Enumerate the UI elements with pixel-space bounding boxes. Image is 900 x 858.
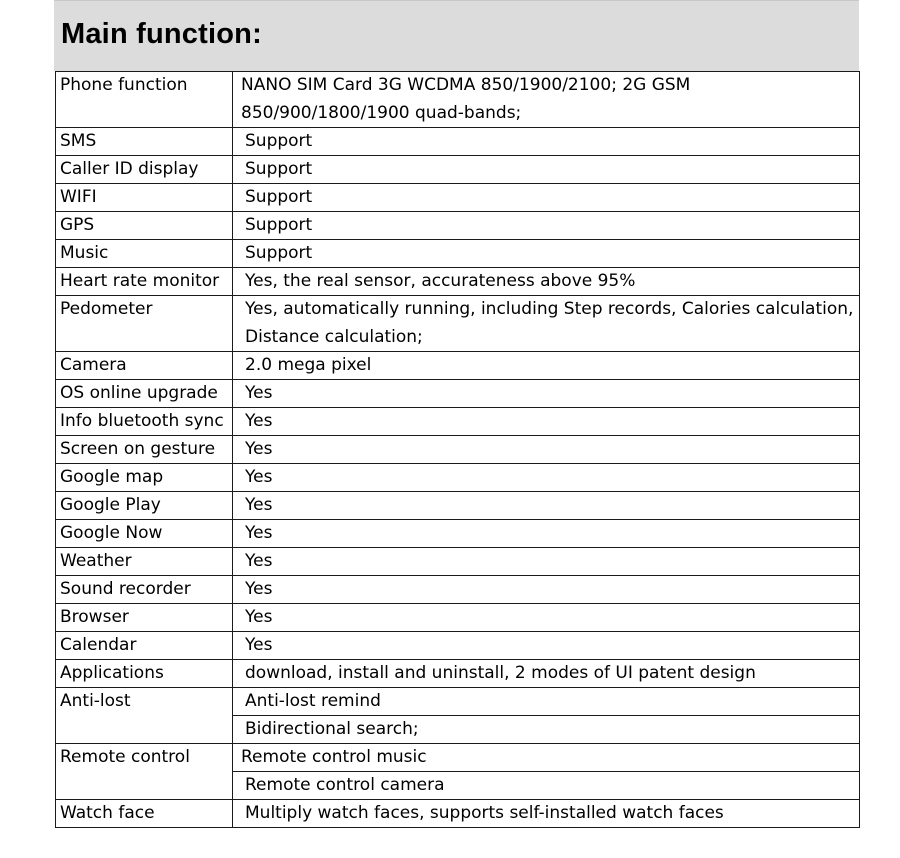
- feature-value: NANO SIM Card 3G WCDMA 850/1900/2100; 2G GSM 850/900/1800/1900 quad-bands;: [233, 72, 860, 128]
- section-title: Main function:: [61, 18, 262, 50]
- feature-label: Weather: [56, 548, 233, 576]
- feature-value: Support: [233, 128, 860, 156]
- table-row: [56, 464, 860, 492]
- feature-label: WIFI: [56, 184, 233, 212]
- feature-value: 2.0 mega pixel: [233, 352, 860, 380]
- feature-value: Yes, the real sensor, accurateness above 95%: [233, 268, 860, 296]
- table-row: [56, 800, 860, 828]
- feature-value: Yes: [233, 520, 860, 548]
- feature-value: Yes: [233, 380, 860, 408]
- table-row: [56, 632, 860, 660]
- table-row: [56, 408, 860, 436]
- feature-value: Remote control music: [233, 744, 860, 772]
- feature-label: Google map: [56, 464, 233, 492]
- feature-value: Support: [233, 240, 860, 268]
- feature-value: Support: [233, 184, 860, 212]
- table-row: [56, 492, 860, 520]
- table-row: [56, 688, 860, 716]
- feature-label: Screen on gesture: [56, 436, 233, 464]
- spec-table: [55, 71, 860, 828]
- table-row: [56, 184, 860, 212]
- feature-label: GPS: [56, 212, 233, 240]
- feature-label: Google Play: [56, 492, 233, 520]
- table-row: [56, 268, 860, 296]
- feature-value: Yes: [233, 436, 860, 464]
- feature-value: Yes: [233, 492, 860, 520]
- feature-label: Heart rate monitor: [56, 268, 233, 296]
- feature-label: Info bluetooth sync: [56, 408, 233, 436]
- table-row: [56, 660, 860, 688]
- feature-value: Yes: [233, 464, 860, 492]
- feature-value: Multiply watch faces, supports self-installed watch faces: [233, 800, 860, 828]
- feature-label: Pedometer: [56, 296, 233, 352]
- feature-label: Camera: [56, 352, 233, 380]
- table-row: [56, 128, 860, 156]
- feature-label: OS online upgrade: [56, 380, 233, 408]
- table-row: [56, 72, 860, 128]
- feature-label: Watch face: [56, 800, 233, 828]
- feature-label: Applications: [56, 660, 233, 688]
- table-row: [56, 156, 860, 184]
- feature-label: Music: [56, 240, 233, 268]
- feature-value: Remote control camera: [233, 772, 860, 800]
- table-row: [56, 520, 860, 548]
- feature-label: Browser: [56, 604, 233, 632]
- table-row: [56, 436, 860, 464]
- feature-label: Sound recorder: [56, 576, 233, 604]
- table-row: [56, 352, 860, 380]
- feature-value: Yes: [233, 576, 860, 604]
- table-row: [56, 380, 860, 408]
- feature-label: Caller ID display: [56, 156, 233, 184]
- table-row: [56, 548, 860, 576]
- feature-label: Phone function: [56, 72, 233, 128]
- table-row: [56, 212, 860, 240]
- feature-value: Yes, automatically running, including Step records, Calories calculation, Distance calculation;: [233, 296, 860, 352]
- feature-label: Anti-lost: [56, 688, 233, 744]
- feature-value: Support: [233, 156, 860, 184]
- feature-label: SMS: [56, 128, 233, 156]
- feature-value: download, install and uninstall, 2 modes of UI patent design: [233, 660, 860, 688]
- feature-value: Yes: [233, 548, 860, 576]
- feature-label: Google Now: [56, 520, 233, 548]
- table-row: [56, 604, 860, 632]
- feature-value: Yes: [233, 632, 860, 660]
- feature-label: Remote control: [56, 744, 233, 800]
- table-row: [56, 576, 860, 604]
- feature-value: Bidirectional search;: [233, 716, 860, 744]
- feature-value: Support: [233, 212, 860, 240]
- table-row: [56, 296, 860, 352]
- feature-value: Anti-lost remind: [233, 688, 860, 716]
- table-row: [56, 744, 860, 772]
- feature-label: Calendar: [56, 632, 233, 660]
- table-row: [56, 240, 860, 268]
- feature-value: Yes: [233, 408, 860, 436]
- feature-value: Yes: [233, 604, 860, 632]
